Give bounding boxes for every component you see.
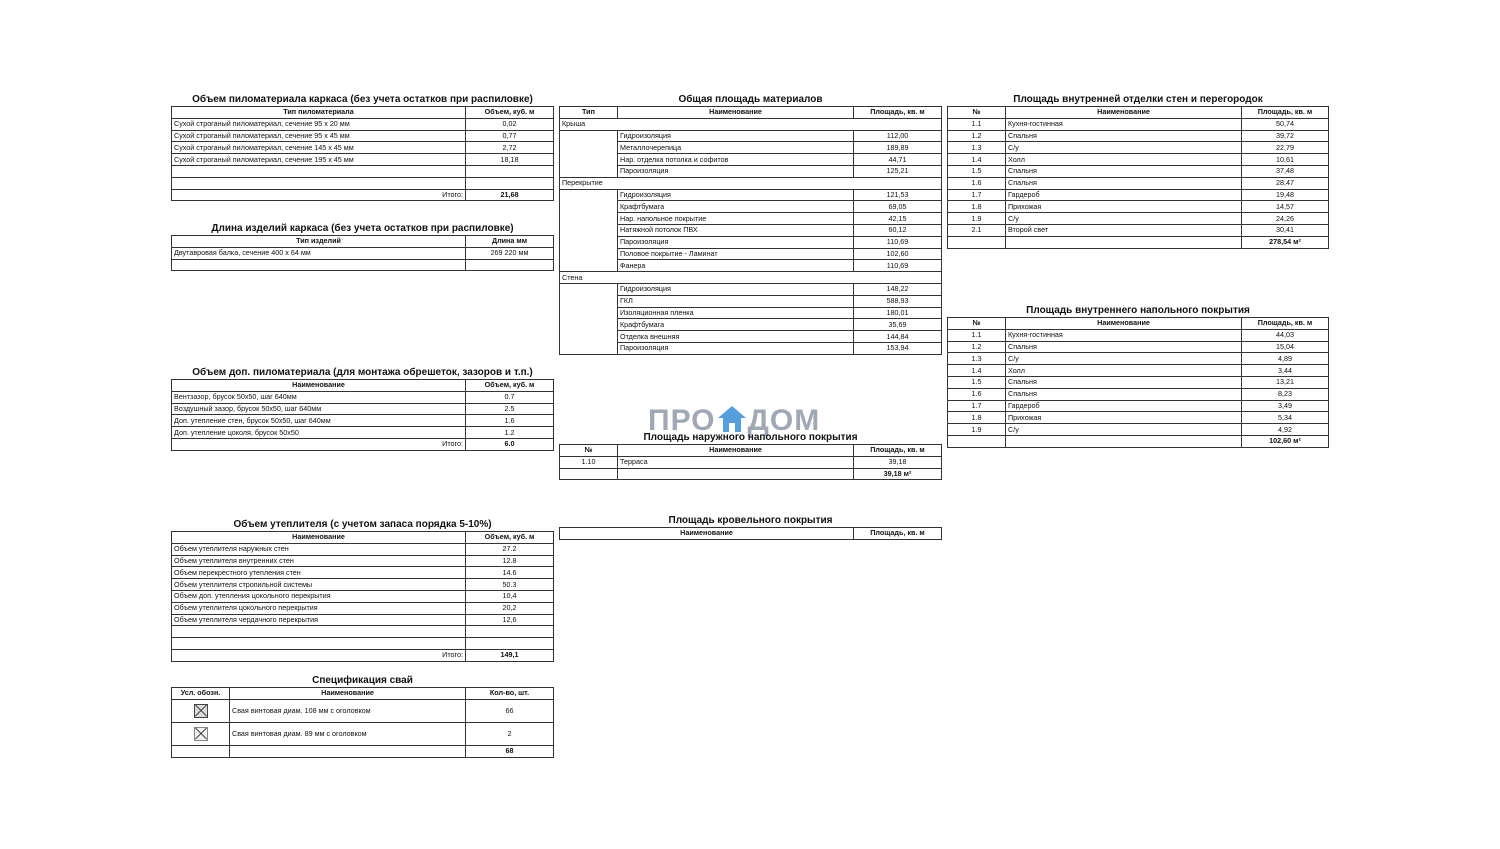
insulation-table xyxy=(171,531,554,662)
cell-name: Натяжной потолок ПВХ xyxy=(618,224,854,236)
roofing-table xyxy=(559,527,942,540)
cell-name: Объем утеплителя внутренних стен xyxy=(172,555,466,567)
table-row xyxy=(560,165,942,177)
cell-name: Нар. отделка потолка и софитов xyxy=(618,154,854,166)
total-label: Итого: xyxy=(172,649,466,661)
cell-name: Гидроизоляция xyxy=(618,130,854,142)
cell-value: 15,04 xyxy=(1242,341,1329,353)
cell-value: 5,34 xyxy=(1242,412,1329,424)
table-row xyxy=(560,213,942,225)
total-row xyxy=(172,438,554,450)
table-row xyxy=(948,424,1329,436)
cell-value: 121,53 xyxy=(854,189,942,201)
column-header: Кол-во, шт. xyxy=(466,688,554,700)
cell-value: 3,49 xyxy=(1242,400,1329,412)
column-header: Наименование xyxy=(618,445,854,457)
cell-number: 1.9 xyxy=(948,424,1006,436)
table-row xyxy=(948,353,1329,365)
table-header-row xyxy=(560,528,942,540)
piles-table xyxy=(171,687,554,758)
table-row xyxy=(948,224,1329,236)
cell-value: 1.6 xyxy=(466,415,554,427)
cell-value: 30,41 xyxy=(1242,224,1329,236)
pile-89-icon xyxy=(194,727,208,741)
cell-name: Гардероб xyxy=(1006,189,1242,201)
column-header: Наименование xyxy=(1006,318,1242,330)
empty-row xyxy=(172,638,554,650)
table-row xyxy=(560,295,942,307)
table-row xyxy=(560,342,942,354)
table-row xyxy=(172,142,554,154)
cell-value: 189,89 xyxy=(854,142,942,154)
inner-walls-title: Площадь внутренней отделки стен и перегородок xyxy=(1013,94,1263,105)
cell-number: 1.5 xyxy=(948,376,1006,388)
cell-value: 42,15 xyxy=(854,213,942,225)
cell-value: 44,71 xyxy=(854,154,942,166)
table-row xyxy=(560,236,942,248)
cell-value: 10,61 xyxy=(1242,154,1329,166)
extra-lumber-table xyxy=(171,379,554,451)
extra-lumber-section xyxy=(171,367,554,451)
cell-name: Холл xyxy=(1006,365,1242,377)
table-row xyxy=(172,415,554,427)
table-row xyxy=(560,130,942,142)
cell-value: 144,84 xyxy=(854,331,942,343)
cell-value: 153,94 xyxy=(854,342,942,354)
cell-number: 2.1 xyxy=(948,224,1006,236)
table-row xyxy=(560,319,942,331)
cell-value: 20,2 xyxy=(466,602,554,614)
cell-name: Прихожая xyxy=(1006,412,1242,424)
outer-floor-table xyxy=(559,444,942,480)
cell-number: 1.10 xyxy=(560,456,618,468)
table-row xyxy=(948,142,1329,154)
total-value: 102,60 м² xyxy=(1242,435,1329,447)
cell-value: 180,01 xyxy=(854,307,942,319)
total-row xyxy=(172,745,554,757)
table-row xyxy=(948,400,1329,412)
cell-value: 44,03 xyxy=(1242,329,1329,341)
cell-value: 12,6 xyxy=(466,614,554,626)
table-row xyxy=(172,403,554,415)
table-row xyxy=(948,341,1329,353)
cell-name: Спальня xyxy=(1006,130,1242,142)
cell-name: Половое покрытие - Ламинат xyxy=(618,248,854,260)
table-row xyxy=(172,118,554,130)
cell-name: Сухой строганый пиломатериал, сечение 95 х 20 мм xyxy=(172,118,466,130)
table-row xyxy=(172,699,554,722)
cell-name: Гидроизоляция xyxy=(618,189,854,201)
cell-name: ГКЛ xyxy=(618,295,854,307)
cell-number: 1.2 xyxy=(948,341,1006,353)
cell-name: Спальня xyxy=(1006,177,1242,189)
table-row xyxy=(560,248,942,260)
column-header: Длина мм xyxy=(466,236,554,248)
table-row xyxy=(172,722,554,745)
total-value: 68 xyxy=(466,745,554,757)
cell-number: 1.1 xyxy=(948,118,1006,130)
column-header: Наименование xyxy=(172,380,466,392)
extra-lumber-title: Объем доп. пиломатериала (для монтажа обрешеток, зазоров и т.п.) xyxy=(192,367,533,378)
cell-name: Нар. напольное покрытие xyxy=(618,213,854,225)
cell-name: Гидроизоляция xyxy=(618,283,854,295)
cell-name: С/у xyxy=(1006,142,1242,154)
cell-value: 35,69 xyxy=(854,319,942,331)
table-row xyxy=(560,154,942,166)
cell-number: 1.4 xyxy=(948,154,1006,166)
table-row xyxy=(560,283,942,295)
materials-title: Общая площадь материалов xyxy=(678,94,823,105)
table-row xyxy=(172,555,554,567)
cell-value: 10,4 xyxy=(466,590,554,602)
cell-name: Двутавровая балка, сечение 400 х 64 мм xyxy=(172,247,466,259)
cell-number: 1.5 xyxy=(948,165,1006,177)
cell-number: 1.7 xyxy=(948,400,1006,412)
table-row xyxy=(948,130,1329,142)
cell-value: 12.8 xyxy=(466,555,554,567)
column-header: Тип пиломатериала xyxy=(172,107,466,119)
cell-value: 112,00 xyxy=(854,130,942,142)
table-row xyxy=(948,201,1329,213)
empty-row xyxy=(172,165,554,177)
cell-value: 60,12 xyxy=(854,224,942,236)
cell-value: 148,22 xyxy=(854,283,942,295)
cell-name: Второй свет xyxy=(1006,224,1242,236)
cell-name: Гардероб xyxy=(1006,400,1242,412)
cell-value: 110,69 xyxy=(854,236,942,248)
table-row xyxy=(172,579,554,591)
materials-section xyxy=(559,94,942,355)
lumber-section xyxy=(171,94,554,201)
cell-number: 1.6 xyxy=(948,388,1006,400)
total-row xyxy=(172,189,554,201)
cell-value: 69,05 xyxy=(854,201,942,213)
cell-value: 37,48 xyxy=(1242,165,1329,177)
column-header: Наименование xyxy=(172,532,466,544)
cell-name: Воздушный зазор, брусок 50х50, шаг 640мм xyxy=(172,403,466,415)
cell-name: Пароизоляция xyxy=(618,342,854,354)
pile-symbol-cell xyxy=(172,699,230,722)
inner-floor-title: Площадь внутреннего напольного покрытия xyxy=(1026,305,1250,316)
column-header: № xyxy=(948,318,1006,330)
cell-number: 1.1 xyxy=(948,329,1006,341)
cell-name: Доп. утепление стен, брусок 50х50, шаг 640мм xyxy=(172,415,466,427)
inner-floor-table xyxy=(947,317,1329,448)
table-row xyxy=(560,456,942,468)
outer-floor-title: Площадь наружного напольного покрытия xyxy=(643,432,858,443)
cell-name: Прихожая xyxy=(1006,201,1242,213)
column-header: Объем, куб. м xyxy=(466,107,554,119)
inner-floor-section xyxy=(947,305,1329,448)
house-icon xyxy=(718,406,746,434)
cell-value: 50.3 xyxy=(466,579,554,591)
total-label: Итого: xyxy=(172,438,466,450)
insulation-title: Объем утеплителя (с учетом запаса порядка 5-10%) xyxy=(233,519,492,530)
table-row xyxy=(172,130,554,142)
lumber-title: Объем пиломатериала каркаса (без учета остатков при распиловке) xyxy=(192,94,533,105)
cell-name: Фанера xyxy=(618,260,854,272)
inner-walls-table xyxy=(947,106,1329,249)
table-row xyxy=(560,142,942,154)
cell-value: 22,79 xyxy=(1242,142,1329,154)
column-header: Объем, куб. м xyxy=(466,380,554,392)
column-header: № xyxy=(948,107,1006,119)
cell-value: 0.7 xyxy=(466,391,554,403)
cell-name: Объем утеплителя чердачного перекрытия xyxy=(172,614,466,626)
total-value: 6.0 xyxy=(466,438,554,450)
cell-value: 3,44 xyxy=(1242,365,1329,377)
pile-108-icon xyxy=(194,704,208,718)
table-header-row xyxy=(172,688,554,700)
table-header-row xyxy=(560,445,942,457)
cell-value: 1.2 xyxy=(466,427,554,439)
cell-name: Объем доп. утепления цокольного перекрытия xyxy=(172,590,466,602)
cell-value: 588,93 xyxy=(854,295,942,307)
group-type: Крыша xyxy=(560,118,618,130)
cell-number: 1.8 xyxy=(948,412,1006,424)
total-row xyxy=(948,236,1329,248)
cell-number: 1.9 xyxy=(948,213,1006,225)
cell-name: Свая винтовая диам. 108 мм с оголовком xyxy=(230,699,466,722)
table-row xyxy=(948,213,1329,225)
group-type: Стена xyxy=(560,272,618,284)
cell-name: Изоляционная пленка xyxy=(618,307,854,319)
cell-name: С/у xyxy=(1006,353,1242,365)
cell-name: Вентзазор, брусок 50х50, шаг 640мм xyxy=(172,391,466,403)
cell-value: 39,72 xyxy=(1242,130,1329,142)
cell-name: Терраса xyxy=(618,456,854,468)
cell-name: Пароизоляция xyxy=(618,165,854,177)
cell-name: Объем перекрестного утепления стен xyxy=(172,567,466,579)
cell-number: 1.4 xyxy=(948,365,1006,377)
cell-value: 4,92 xyxy=(1242,424,1329,436)
cell-name: Кухня-гостинная xyxy=(1006,118,1242,130)
column-header: Объем, куб. м xyxy=(466,532,554,544)
empty-row xyxy=(172,259,554,271)
cell-name: Доп. утепление цоколя, брусок 50х50 xyxy=(172,427,466,439)
table-row xyxy=(172,602,554,614)
cell-value: 13,21 xyxy=(1242,376,1329,388)
group-row xyxy=(560,118,942,130)
cell-value: 269 220 мм xyxy=(466,247,554,259)
cell-number: 1.7 xyxy=(948,189,1006,201)
column-header: Площадь, кв. м xyxy=(854,528,942,540)
table-header-row xyxy=(560,107,942,119)
column-header: Площадь, кв. м xyxy=(1242,318,1329,330)
cell-value: 19,48 xyxy=(1242,189,1329,201)
table-row xyxy=(172,614,554,626)
column-header: Усл. обозн. xyxy=(172,688,230,700)
table-row xyxy=(948,412,1329,424)
group-type: Перекрытие xyxy=(560,177,618,189)
table-row xyxy=(172,567,554,579)
cell-value: 27.2 xyxy=(466,543,554,555)
cell-name: Сухой строганый пиломатериал, сечение 95 х 45 мм xyxy=(172,130,466,142)
table-row xyxy=(948,189,1329,201)
table-row xyxy=(948,365,1329,377)
column-header: Площадь, кв. м xyxy=(854,107,942,119)
cell-name: Спальня xyxy=(1006,376,1242,388)
table-row xyxy=(172,391,554,403)
cell-number: 1.2 xyxy=(948,130,1006,142)
cell-name: Объем утеплителя цокольного перекрытия xyxy=(172,602,466,614)
cell-name: Спальня xyxy=(1006,341,1242,353)
roofing-title: Площадь кровельного покрытия xyxy=(668,515,833,526)
piles-section xyxy=(171,675,554,758)
table-row xyxy=(948,388,1329,400)
group-row xyxy=(560,177,942,189)
cell-name: Металлочерепица xyxy=(618,142,854,154)
cell-value: 28,47 xyxy=(1242,177,1329,189)
group-row xyxy=(560,272,942,284)
table-row xyxy=(560,307,942,319)
table-row xyxy=(560,189,942,201)
logo-text-left: ПРО xyxy=(648,404,716,437)
cell-name: Спальня xyxy=(1006,165,1242,177)
cell-value: 14,57 xyxy=(1242,201,1329,213)
cell-number: 1.8 xyxy=(948,201,1006,213)
table-row xyxy=(948,177,1329,189)
total-label: Итого: xyxy=(172,189,466,201)
insulation-section xyxy=(171,519,554,662)
lumber-table xyxy=(171,106,554,201)
table-row xyxy=(948,118,1329,130)
column-header: Наименование xyxy=(560,528,854,540)
cell-value: 0,02 xyxy=(466,118,554,130)
cell-value: 66 xyxy=(466,699,554,722)
cell-value: 39,18 xyxy=(854,456,942,468)
cell-name: Холл xyxy=(1006,154,1242,166)
table-row xyxy=(172,247,554,259)
total-value: 39,18 м² xyxy=(854,468,942,480)
total-row xyxy=(560,468,942,480)
cell-name: Свая винтовая диам. 89 мм с оголовком xyxy=(230,722,466,745)
column-header: Наименование xyxy=(1006,107,1242,119)
total-value: 21,68 xyxy=(466,189,554,201)
cell-name: Объем утеплителя наружных стен xyxy=(172,543,466,555)
cell-value: 110,69 xyxy=(854,260,942,272)
cell-name: Сухой строганый пиломатериал, сечение 195 х 45 мм xyxy=(172,154,466,166)
table-header-row xyxy=(172,532,554,544)
cell-name: Спальня xyxy=(1006,388,1242,400)
table-header-row xyxy=(948,318,1329,330)
frame-length-title: Длина изделий каркаса (без учета остатков при распиловке) xyxy=(211,223,514,234)
table-row xyxy=(560,331,942,343)
cell-name: Отделка внешняя xyxy=(618,331,854,343)
column-header: Тип xyxy=(560,107,618,119)
cell-value: 102,60 xyxy=(854,248,942,260)
cell-name: Крафтбумага xyxy=(618,201,854,213)
cell-name: Сухой строганый пиломатериал, сечение 145 х 45 мм xyxy=(172,142,466,154)
table-row xyxy=(560,260,942,272)
column-header: Площадь, кв. м xyxy=(1242,107,1329,119)
table-header-row xyxy=(948,107,1329,119)
cell-name: Пароизоляция xyxy=(618,236,854,248)
cell-value: 2 xyxy=(466,722,554,745)
pile-symbol-cell xyxy=(172,722,230,745)
materials-table xyxy=(559,106,942,355)
cell-value: 4,89 xyxy=(1242,353,1329,365)
cell-name: С/у xyxy=(1006,424,1242,436)
table-header-row xyxy=(172,380,554,392)
table-header-row xyxy=(172,236,554,248)
frame-length-table xyxy=(171,235,554,271)
cell-value: 125,21 xyxy=(854,165,942,177)
column-header: Тип изделий xyxy=(172,236,466,248)
cell-number: 1.3 xyxy=(948,142,1006,154)
cell-name: С/у xyxy=(1006,213,1242,225)
total-row xyxy=(172,649,554,661)
inner-walls-section xyxy=(947,94,1329,249)
frame-length-section xyxy=(171,223,554,271)
column-header: Наименование xyxy=(230,688,466,700)
table-row xyxy=(560,201,942,213)
total-row xyxy=(948,435,1329,447)
cell-number: 1.3 xyxy=(948,353,1006,365)
outer-floor-section xyxy=(559,432,942,480)
cell-value: 24,26 xyxy=(1242,213,1329,225)
table-row xyxy=(948,154,1329,166)
table-row xyxy=(948,165,1329,177)
logo-text-right: ДОМ xyxy=(747,404,821,437)
piles-title: Спецификация свай xyxy=(312,675,413,686)
column-header: Площадь, кв. м xyxy=(854,445,942,457)
table-row xyxy=(948,329,1329,341)
table-row xyxy=(560,224,942,236)
cell-value: 0,77 xyxy=(466,130,554,142)
column-header: Наименование xyxy=(618,107,854,119)
table-row xyxy=(172,543,554,555)
cell-name: Кухня-гостинная xyxy=(1006,329,1242,341)
column-header: № xyxy=(560,445,618,457)
table-row xyxy=(172,590,554,602)
cell-number: 1.6 xyxy=(948,177,1006,189)
empty-row xyxy=(172,626,554,638)
cell-value: 50,74 xyxy=(1242,118,1329,130)
table-row xyxy=(948,376,1329,388)
table-header-row xyxy=(172,107,554,119)
table-row xyxy=(172,427,554,439)
total-value: 278,54 м² xyxy=(1242,236,1329,248)
empty-row xyxy=(172,177,554,189)
cell-value: 2.5 xyxy=(466,403,554,415)
total-value: 149,1 xyxy=(466,649,554,661)
cell-value: 18,18 xyxy=(466,154,554,166)
table-row xyxy=(172,154,554,166)
cell-value: 14.6 xyxy=(466,567,554,579)
cell-name: Крафтбумага xyxy=(618,319,854,331)
cell-name: Объем утеплителя стропильной системы xyxy=(172,579,466,591)
roofing-section xyxy=(559,515,942,540)
cell-value: 2,72 xyxy=(466,142,554,154)
cell-value: 8,23 xyxy=(1242,388,1329,400)
